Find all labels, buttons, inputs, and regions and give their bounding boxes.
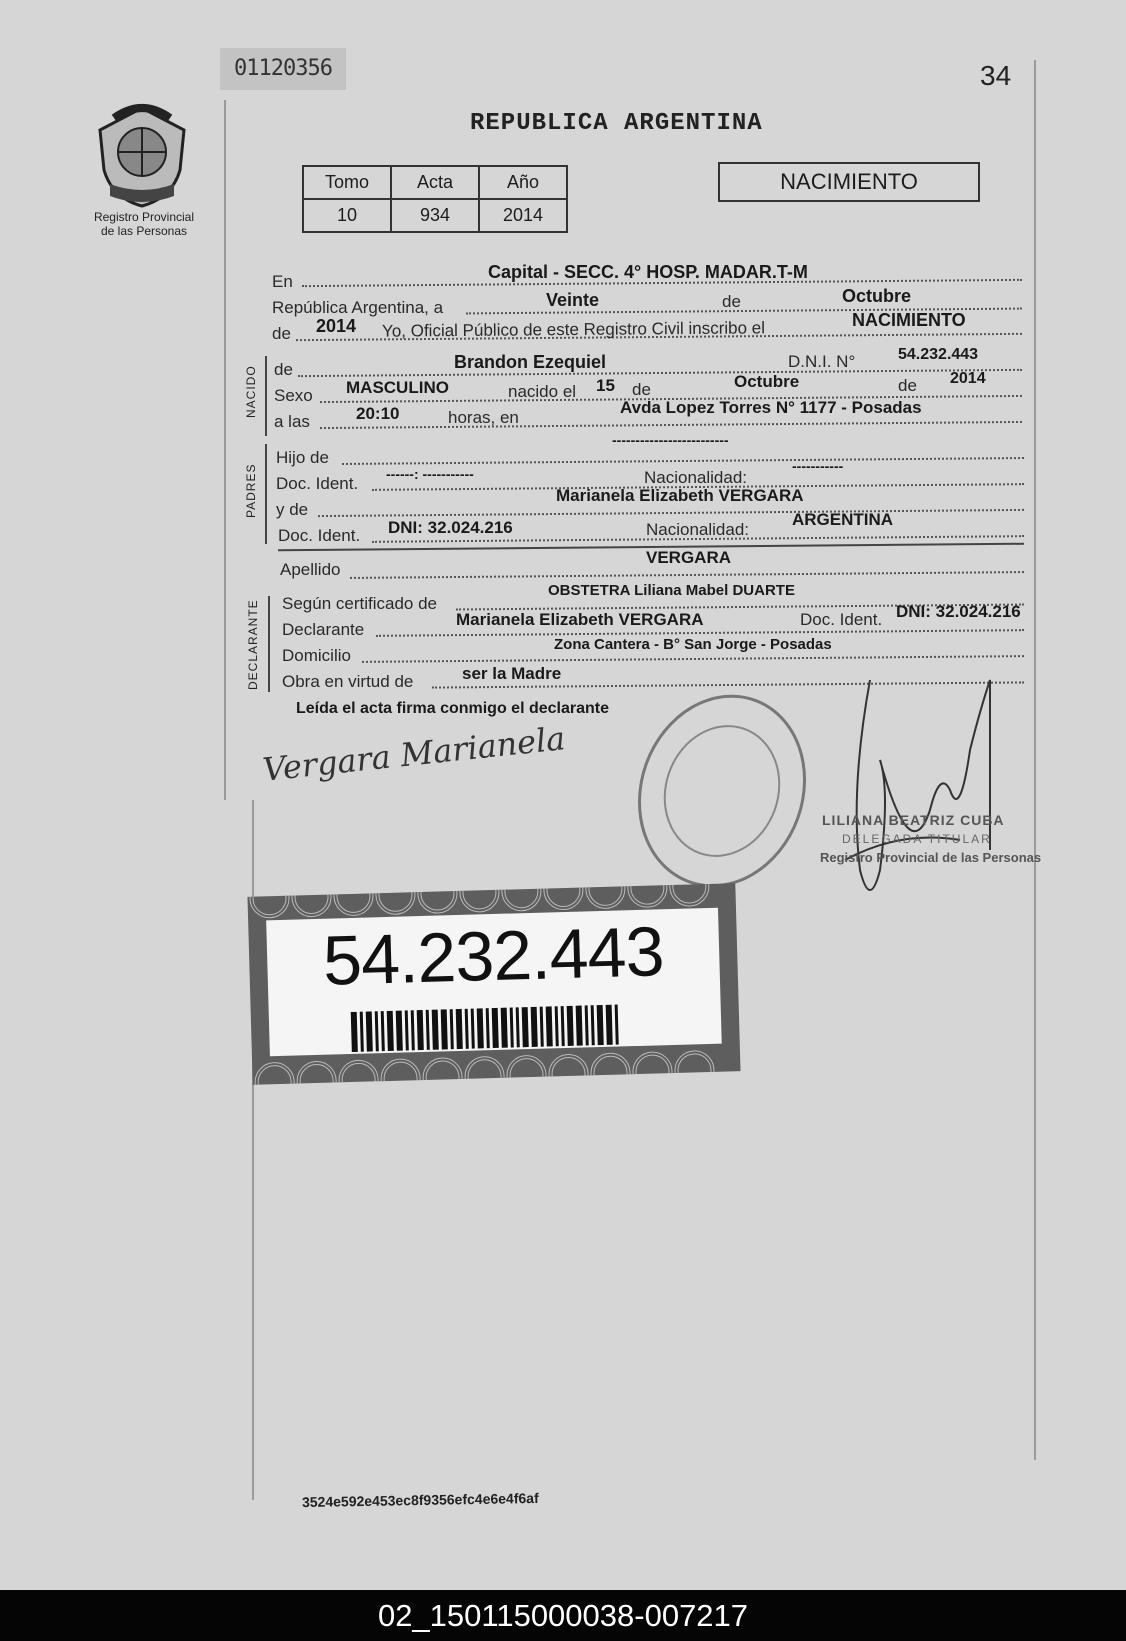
barcode-bars-icon [351,1004,642,1052]
barcode-inner [266,908,722,1057]
horas-label: horas, en [448,408,519,427]
de2-label: de [272,324,291,343]
apellido-dots [350,571,1024,579]
mother-value: Marianela Elizabeth VERGARA [556,486,804,505]
header-acta: Acta [391,166,479,199]
birth-year-value: 2014 [950,370,986,387]
record-table [302,165,568,233]
left-margin-line [224,100,226,800]
header-tomo: Tomo [303,166,391,199]
pattern-ring [254,1062,295,1085]
pattern-ring [422,1057,463,1085]
pattern-ring [338,1059,379,1085]
apellido-value: VERGARA [646,548,732,567]
value-anio: 2014 [479,199,567,232]
pattern-ring [333,883,374,916]
official-signature-icon [840,670,1000,920]
mother-nac-label: Nacionalidad: [646,520,750,539]
mother-doc-label: Doc. Ident. [278,526,361,545]
province-crest-icon [92,100,192,210]
day-value: Veinte [546,290,600,310]
padres-bracket [265,444,267,544]
header-anio: Año [479,166,567,199]
pattern-ring [548,1053,589,1084]
father-doc-value: ------: ----------- [386,466,474,482]
crest-caption-line2: de las Personas [100,224,188,238]
yde-label: y de [276,500,309,519]
hijo-value: ------------------------- [612,432,729,448]
stamp-number: 01120356 [220,48,346,90]
official-org: Registro Provincial de las Personas [820,850,1042,865]
record-table-header-row [303,166,567,199]
pattern-ring [674,1050,715,1085]
pattern-ring [291,883,332,917]
document-hash: 3524e592e453ec8f9356efc4e6e4f6af [301,1489,539,1511]
nacido-bracket [265,356,267,436]
official-name: LILIANA BEATRIZ CUBA [822,812,1005,828]
record-type-box: NACIMIENTO [718,162,980,202]
segun-label: Según certificado de [282,594,437,613]
barcode-label [247,883,740,1085]
pattern-ring [417,883,458,914]
pattern-ring [632,1051,673,1085]
page-title: REPUBLICA ARGENTINA [470,110,763,137]
birth-de-label: de [632,380,651,399]
domicilio-value: Zona Cantera - B° San Jorge - Posadas [554,636,832,653]
alas-dots [320,421,1022,429]
pattern-ring [543,883,584,910]
alas-label: a las [274,412,310,431]
mother-doc-value: DNI: 32.024.216 [388,518,513,537]
seal-inner-ring [646,709,799,874]
nacido-section-label: NACIDO [244,365,258,418]
oficial-text: Yo, Oficial Público de este Registro Civil inscribo el [381,318,766,341]
father-doc-label: Doc. Ident. [276,474,359,493]
footer-file-id: 02_150115000038-007217 [0,1590,1126,1641]
barcode-number: 54.232.443 [322,912,665,1000]
place-value: Avda Lopez Torres N° 1177 - Posadas [620,398,922,417]
obra-label: Obra en virtud de [282,672,414,691]
birth-month-value: Octubre [734,372,800,391]
crest-caption-line1: Registro Provincial [93,210,195,224]
declarante-label: Declarante [282,620,365,639]
father-nac-label: Nacionalidad: [644,468,748,487]
sexo-label: Sexo [274,386,313,405]
padres-section-label: PADRES [244,463,258,518]
domicilio-label: Domicilio [282,646,351,665]
page-number: 34 [980,60,1012,91]
mother-nac-value: ARGENTINA [792,510,894,529]
record-table-value-row [303,199,567,232]
de-label: de [722,292,741,311]
hijo-label: Hijo de [276,448,329,467]
pattern-ring [249,883,290,919]
official-role: DELEGADA TITULAR [842,832,992,846]
closing-text: Leída el acta firma conmigo el declarante [296,700,609,717]
nacido-name-value: Brandon Ezequiel [454,352,607,372]
pattern-ring [506,1055,547,1085]
declarante-doc-value: DNI: 32.024.216 [896,602,1021,621]
hijo-dots [342,457,1024,465]
inscribo-value: NACIMIENTO [852,310,966,330]
birth-de2-label: de [898,376,917,395]
dni-label: D.N.I. N° [788,352,856,371]
declarante-section-label: DECLARANTE [246,599,260,690]
dni-value: 54.232.443 [898,346,979,363]
declarante-bracket [268,596,270,692]
pattern-ring [590,1052,631,1085]
value-acta: 934 [391,199,479,232]
nacido-de-label: de [274,360,293,379]
month-value: Octubre [842,286,912,306]
pattern-ring [627,883,668,908]
declarante-value: Marianela Elizabeth VERGARA [456,610,704,629]
en-label: En [272,272,293,291]
en-value: Capital - SECC. 4° HOSP. MADAR.T-M [488,262,808,282]
pattern-ring [296,1060,337,1084]
declarante-doc-label: Doc. Ident. [800,610,883,629]
domicilio-dots [362,655,1024,663]
pattern-ring [585,883,626,909]
right-margin-line [1034,60,1036,1460]
nacido-el-label: nacido el [508,382,577,401]
time-value: 20:10 [356,404,400,423]
pattern-ring [380,1058,421,1085]
official-seal-icon [611,671,832,911]
crest-caption [78,210,210,238]
pattern-ring [375,883,416,915]
declarant-signature: Vergara Marianela [260,719,567,789]
pattern-ring [669,883,710,907]
value-tomo: 10 [303,199,391,232]
sexo-value: MASCULINO [346,378,449,397]
birth-day-value: 15 [596,376,615,395]
apellido-label: Apellido [280,560,341,579]
pattern-ring [459,883,500,913]
obra-value: ser la Madre [462,664,562,683]
pattern-ring [501,883,542,912]
father-nac-value: ----------- [792,458,844,474]
year-value: 2014 [316,316,357,336]
republica-label: República Argentina, a [272,298,444,317]
pattern-ring [464,1056,505,1085]
yde-dots [318,509,1024,517]
segun-value: OBSTETRA Liliana Mabel DUARTE [548,582,795,599]
